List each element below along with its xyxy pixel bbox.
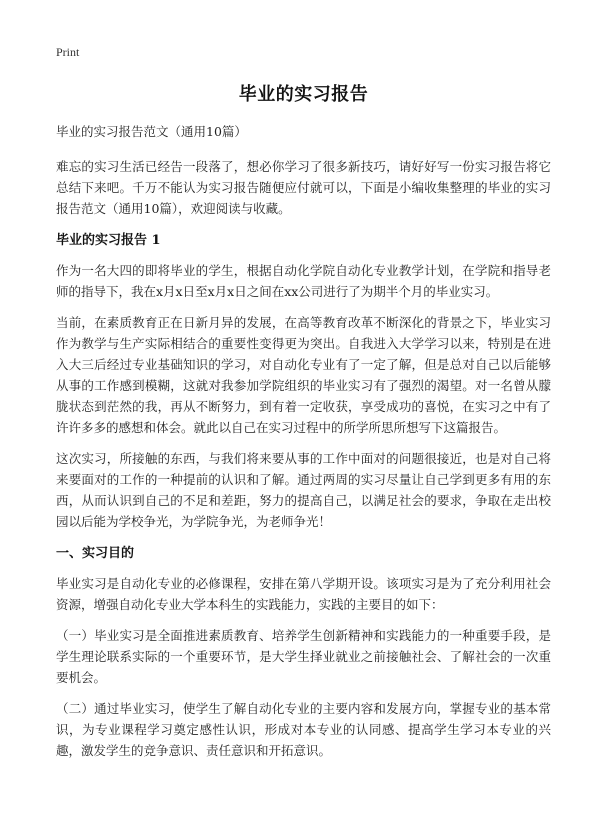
body-paragraph: 作为一名大四的即将毕业的学生，根据自动化学院自动化专业教学计划，在学院和指导老师的指导下，我在x月x日至x月x日之间在xx公司进行了为期半个月的毕业实习。	[56, 263, 551, 299]
body-paragraph: 当前，在素质教育正在日新月异的发展，在高等教育改革不断深化的背景之下，毕业实习作为教学与生产实际相结合的重要性变得更为突出。自我进入大学学习以来，特别是在进入大三后经过专业基础知识的学习，对自动化专业有了一定了解，但是总对自己以后能够从事的工作感到模糊，这就对我参加学院组织的毕业实习有了强烈的渴望。对一名曾从朦胧状态到茫然的我，再从不断努力，到有着一定收获，享受成功的喜悦，在实习之中有了许许多多的感想和体会。就此以自己在实习过程中的所学所思所想写下这篇报告。	[56, 315, 551, 435]
print-link[interactable]: Print	[56, 45, 80, 59]
section-heading-purpose: 一、实习目的	[56, 546, 135, 561]
document-title: 毕业的实习报告	[238, 84, 369, 105]
body-paragraph: 毕业实习是自动化专业的必修课程，安排在第八学期开设。该项实习是为了充分利用社会资源，增强自动化专业大学本科生的实践能力，实践的主要目的如下：	[56, 576, 551, 612]
section-heading-report-1: 毕业的实习报告 1	[56, 233, 161, 248]
body-paragraph: （二）通过毕业实习，使学生了解自动化专业的主要内容和发展方向，掌握专业的基本常识，为专业课程学习奠定感性认识，形成对本专业的认同感、提高学生学习本专业的兴趣，激发学生的竞争意识、责任意识和开拓意识。	[56, 701, 551, 758]
document-page	[56, 80, 551, 771]
body-paragraph: （一）毕业实习是全面推进素质教育、培养学生创新精神和实践能力的一种重要手段，是学生理论联系实际的一个重要环节，是大学生择业就业之前接触社会、了解社会的一次重要机会。	[56, 628, 551, 685]
body-paragraph: 这次实习，所接触的东西，与我们将来要从事的工作中面对的问题很接近，也是对自己将来要面对的工作的一种提前的认识和了解。通过两周的实习尽量让自己学到更多有用的东西，从而认识到自己的不足和差距，努力的提高自己，以满足社会的要求，争取在走出校园以后能为学校争光，为学院争光，为老师争光！	[56, 451, 551, 529]
intro-paragraph: 难忘的实习生活已经告一段落了，想必你学习了很多新技巧，请好好写一份实习报告将它总结下来吧。千万不能认为实习报告随便应付就可以，下面是小编收集整理的毕业的实习报告范文（通用10篇），欢迎阅读与收藏。	[56, 159, 551, 216]
document-subtitle: 毕业的实习报告范文（通用10篇）	[56, 124, 247, 139]
